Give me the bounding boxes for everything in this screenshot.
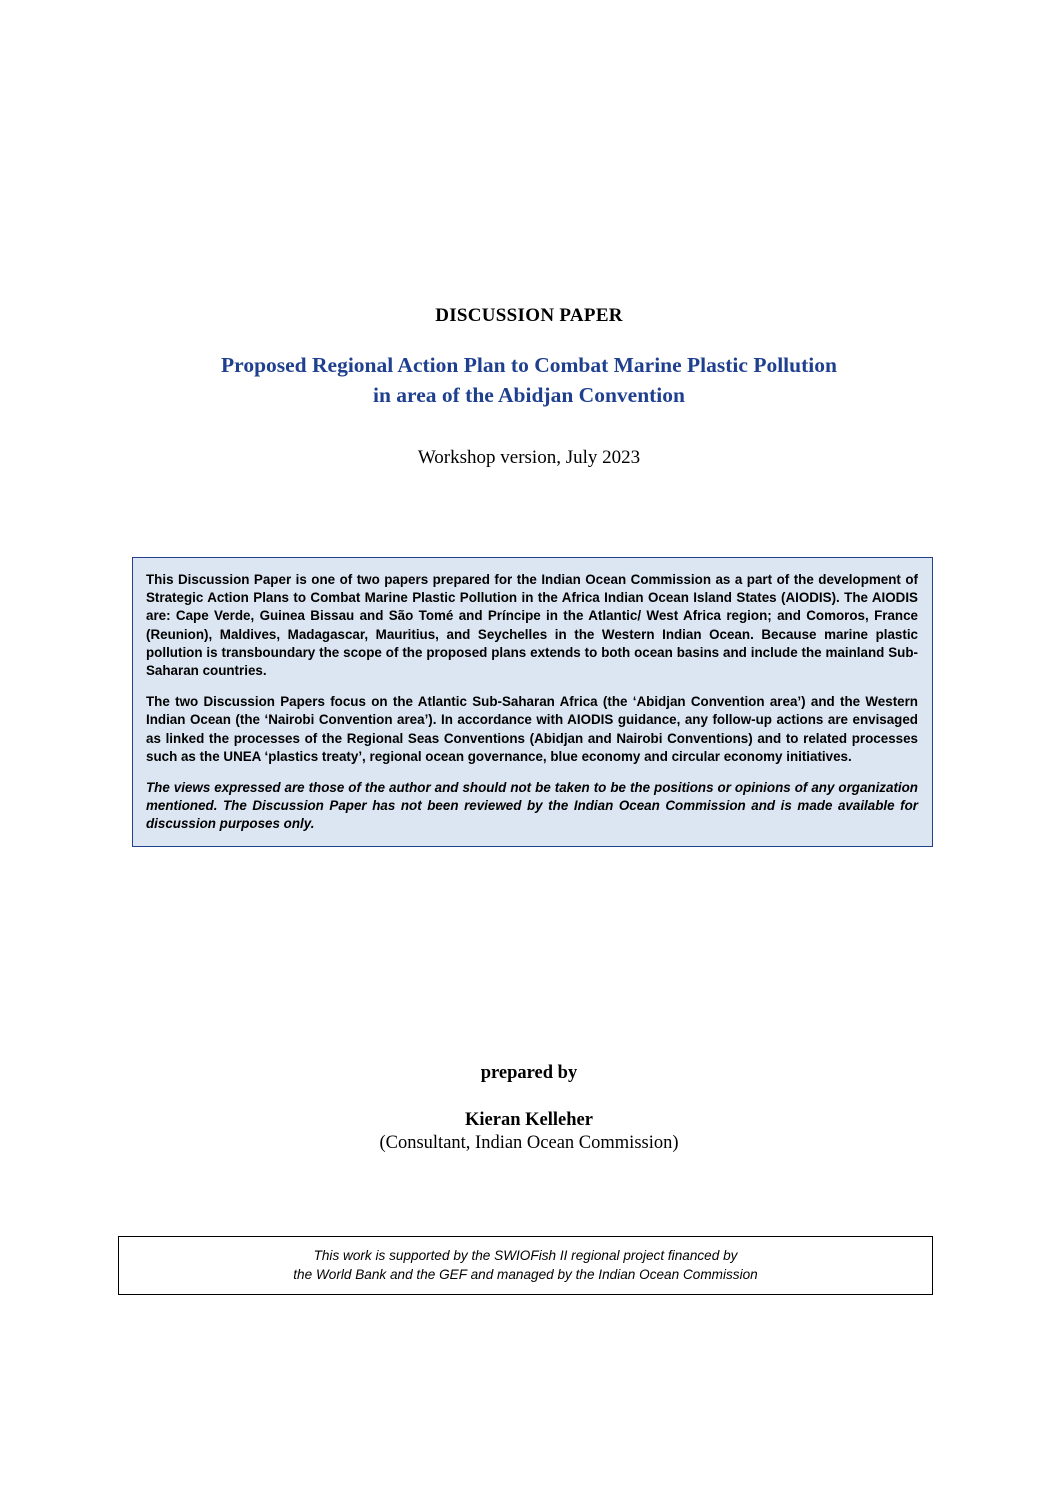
document-version: Workshop version, July 2023 xyxy=(417,447,641,468)
page-content xyxy=(118,0,940,1497)
funding-footer-line-2: the World Bank and the GEF and managed by the Indian Ocean Commission xyxy=(293,1267,758,1282)
abstract-box xyxy=(132,557,933,847)
page-title-line-2: in area of the Abidjan Convention xyxy=(373,383,685,407)
page-title xyxy=(118,350,940,410)
abstract-paragraph-1: This Discussion Paper is one of two papers prepared for the Indian Ocean Commission as a part of the development of Strategic Action Plans to Combat Marine Plastic Pollution in the Africa Indian Ocean Island States (AIODIS). The AIODIS are: Cape Verde, Guinea Bissau and São Tomé and Príncipe in the Atlantic/ West Africa region; and Comoros, France (Reunion), Maldives, Madagascar, Mauritius, and Seychelles in the Western Indian Ocean. Because marine plastic pollution is transboundary the scope of the proposed plans extends to both ocean basins and include the mainland Sub-Saharan countries. xyxy=(146,572,918,679)
page-title-line-1: Proposed Regional Action Plan to Combat Marine Plastic Pollution xyxy=(221,353,837,377)
prepared-by-label: prepared by xyxy=(480,1063,578,1083)
author-affiliation: (Consultant, Indian Ocean Commission) xyxy=(379,1133,679,1153)
funding-footer xyxy=(118,1236,933,1295)
author-name: Kieran Kelleher xyxy=(465,1110,593,1130)
document-type-label: DISCUSSION PAPER xyxy=(435,305,623,326)
abstract-disclaimer: The views expressed are those of the author and should not be taken to be the positions or opinions of any organization mentioned. The Discussion Paper has not been reviewed by the Indian Ocean Commission and is made available for discussion purposes only. xyxy=(146,780,918,832)
funding-footer-line-1: This work is supported by the SWIOFish II regional project financed by xyxy=(313,1248,738,1263)
abstract-paragraph-2: The two Discussion Papers focus on the Atlantic Sub-Saharan Africa (the ‘Abidjan Convention area’) and the Western Indian Ocean (the ‘Nairobi Convention area’). In accordance with AIODIS guidance, any follow-up actions are envisaged as linked the processes of the Regional Seas Conventions (Abidjan and Nairobi Conventions) and to related processes such as the UNEA ‘plastics treaty’, regional ocean governance, blue economy and circular economy initiatives. xyxy=(146,694,918,764)
